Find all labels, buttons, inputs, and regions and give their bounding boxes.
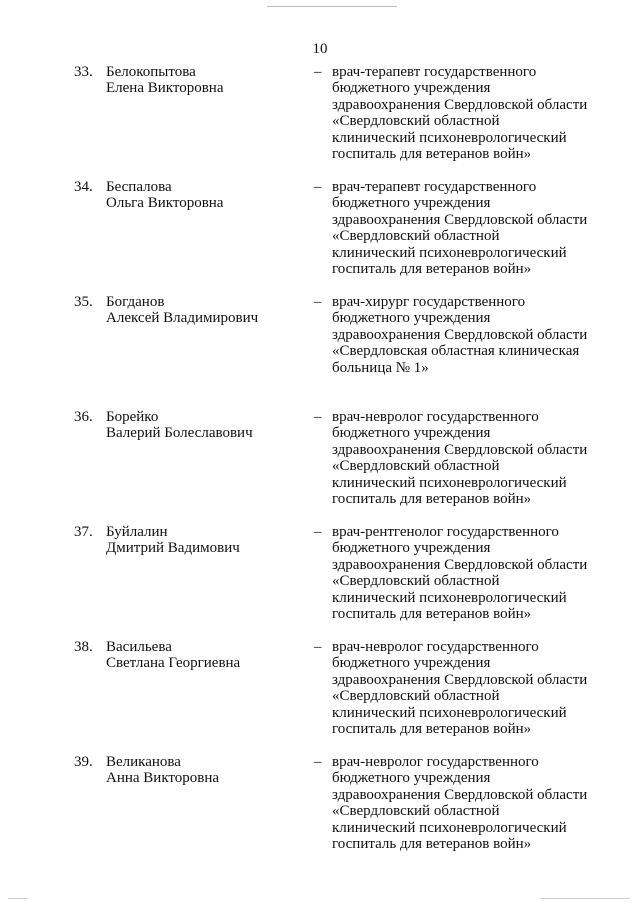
list-item: [0, 409, 640, 524]
position-line: врач-терапевт государственного: [332, 179, 537, 195]
surname: Буйлалин: [106, 524, 168, 540]
position-line: больница № 1»: [332, 359, 429, 376]
position-line: бюджетного учреждения: [332, 655, 491, 672]
surname: Васильева: [106, 639, 172, 655]
separator-dash: –: [314, 639, 322, 655]
position-line: врач-хирург государственного: [332, 294, 526, 310]
list-item: [0, 754, 640, 869]
scan-edge-line-bottom-left: [8, 898, 28, 899]
position-line: госпиталь для ветеранов войн»: [332, 491, 532, 508]
position-line: врач-невролог государственного: [332, 409, 539, 425]
position-line: клинический психоневрологический: [332, 244, 567, 261]
position-line: врач-невролог государственного: [332, 754, 539, 770]
position-line: здравоохранения Свердловской области: [332, 671, 588, 688]
separator-dash: –: [314, 524, 322, 540]
scan-edge-line-bottom-right: [540, 898, 630, 899]
position-line: врач-терапевт государственного: [332, 64, 537, 80]
surname: Беспалова: [106, 179, 172, 195]
position-line: госпиталь для ветеранов войн»: [332, 836, 532, 853]
separator-dash: –: [314, 754, 322, 770]
position-line: врач-невролог государственного: [332, 639, 539, 655]
given-names: Валерий Болеславович: [106, 425, 253, 442]
entry-number: 33.: [74, 64, 93, 80]
position-line: госпиталь для ветеранов войн»: [332, 146, 532, 163]
position-line: бюджетного учреждения: [332, 310, 491, 327]
person-name: [106, 294, 306, 327]
separator-dash: –: [314, 64, 322, 80]
position-line: здравоохранения Свердловской области: [332, 326, 588, 343]
person-name: [106, 409, 306, 442]
position-line: бюджетного учреждения: [332, 540, 491, 557]
given-names: Светлана Георгиевна: [106, 655, 241, 672]
position-line: «Свердловский областной: [332, 228, 500, 245]
position-description: [332, 64, 632, 162]
position-line: госпиталь для ветеранов войн»: [332, 721, 532, 738]
person-name: [106, 639, 306, 672]
position-line: здравоохранения Свердловской области: [332, 441, 588, 458]
position-line: «Свердловская областная клиническая: [332, 343, 580, 360]
position-line: здравоохранения Свердловской области: [332, 556, 588, 573]
position-line: госпиталь для ветеранов войн»: [332, 261, 532, 278]
entry-number: 38.: [74, 639, 93, 655]
position-line: клинический психоневрологический: [332, 589, 567, 606]
given-names: Дмитрий Вадимович: [106, 540, 240, 557]
position-line: госпиталь для ветеранов войн»: [332, 606, 532, 623]
surname: Великанова: [106, 754, 181, 770]
person-name: [106, 754, 306, 787]
position-line: бюджетного учреждения: [332, 195, 491, 212]
page-number: 10: [312, 41, 328, 57]
position-line: «Свердловский областной: [332, 113, 500, 130]
position-description: [332, 179, 632, 277]
position-line: клинический психоневрологический: [332, 129, 567, 146]
person-name: [106, 524, 306, 557]
position-line: клинический психоневрологический: [332, 819, 567, 836]
separator-dash: –: [314, 409, 322, 425]
entry-number: 39.: [74, 754, 93, 770]
position-line: клинический психоневрологический: [332, 704, 567, 721]
separator-dash: –: [314, 294, 322, 310]
position-line: «Свердловский областной: [332, 688, 500, 705]
position-line: «Свердловский областной: [332, 573, 500, 590]
list-item: [0, 179, 640, 294]
position-description: [332, 409, 632, 507]
position-description: [332, 754, 632, 852]
given-names: Анна Викторовна: [106, 770, 220, 787]
list-item: [0, 639, 640, 754]
entry-number: 37.: [74, 524, 93, 540]
position-line: здравоохранения Свердловской области: [332, 786, 588, 803]
position-line: «Свердловский областной: [332, 803, 500, 820]
list-item: [0, 524, 640, 639]
surname: Борейко: [106, 409, 159, 425]
given-names: Елена Викторовна: [106, 80, 224, 97]
given-names: Алексей Владимирович: [106, 310, 259, 327]
list-item: [0, 64, 640, 179]
person-name: [106, 179, 306, 212]
given-names: Ольга Викторовна: [106, 195, 224, 212]
separator-dash: –: [314, 179, 322, 195]
position-line: бюджетного учреждения: [332, 425, 491, 442]
person-name: [106, 64, 306, 97]
surname: Богданов: [106, 294, 165, 310]
list-item: [0, 294, 640, 409]
entry-number: 35.: [74, 294, 93, 310]
position-line: здравоохранения Свердловской области: [332, 211, 588, 228]
position-line: врач-рентгенолог государственного: [332, 524, 559, 540]
position-line: бюджетного учреждения: [332, 770, 491, 787]
entry-number: 34.: [74, 179, 93, 195]
position-line: «Свердловский областной: [332, 458, 500, 475]
entry-number: 36.: [74, 409, 93, 425]
position-description: [332, 294, 632, 376]
position-line: здравоохранения Свердловской области: [332, 96, 588, 113]
position-line: клинический психоневрологический: [332, 474, 567, 491]
position-line: бюджетного учреждения: [332, 80, 491, 97]
scan-edge-line-top: [267, 6, 397, 7]
entry-list: [0, 64, 640, 869]
position-description: [332, 524, 632, 622]
position-description: [332, 639, 632, 737]
surname: Белокопытова: [106, 64, 196, 80]
